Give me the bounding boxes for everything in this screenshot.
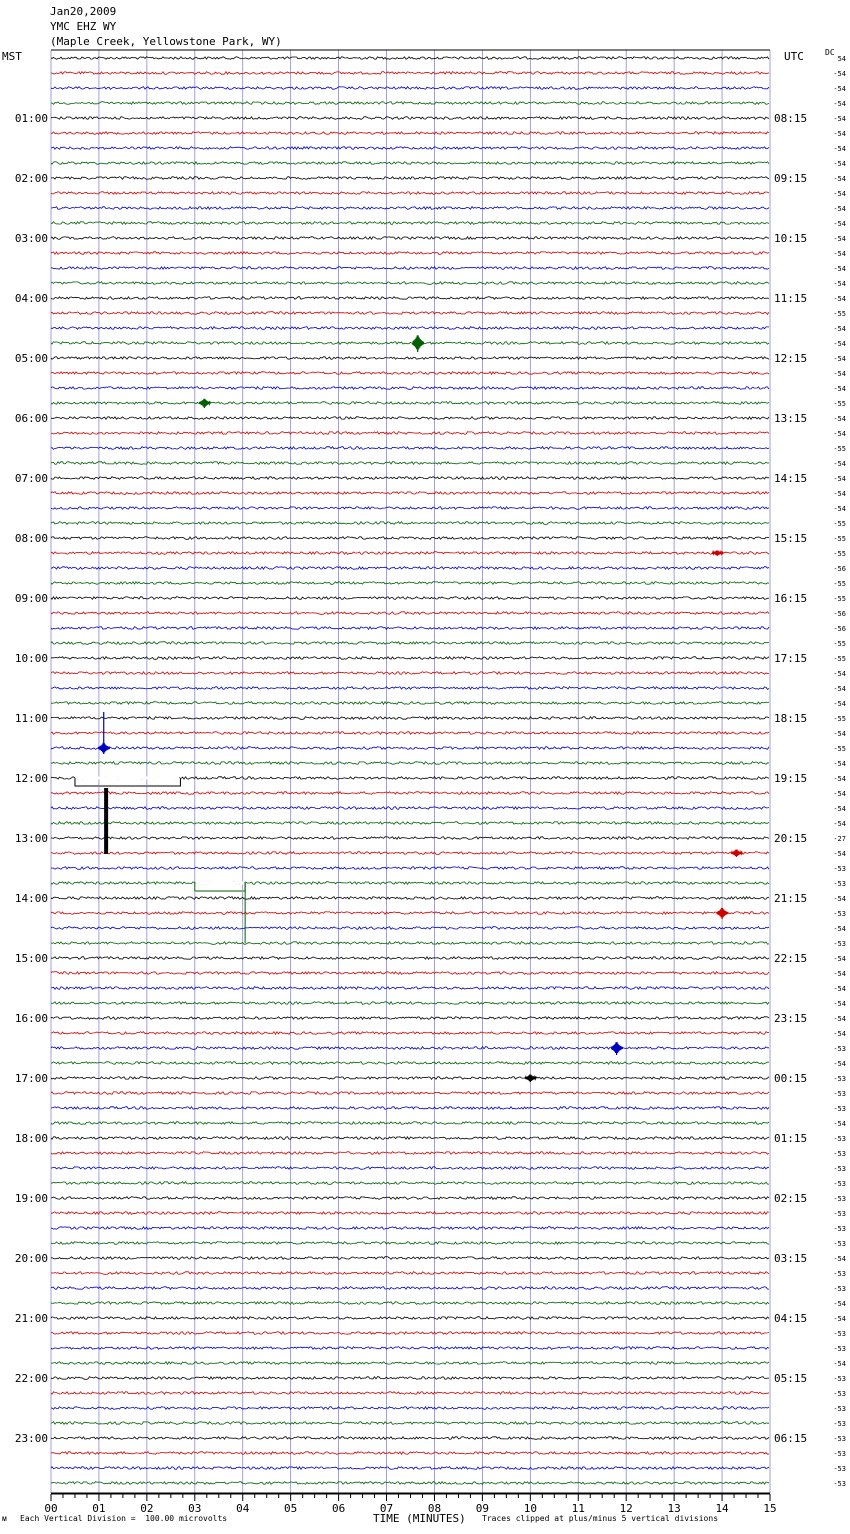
trace-line: [51, 297, 769, 300]
event-burst: [99, 743, 110, 754]
trace-line: [51, 537, 769, 540]
trace-clip-bar: [104, 788, 108, 854]
utc-hour-label: 11:15: [774, 292, 808, 305]
trace-line: [51, 1152, 769, 1155]
dc-offset-label: -53: [833, 1420, 846, 1428]
dc-offset-label: -54: [833, 340, 846, 348]
trace-line: [51, 1287, 769, 1290]
dc-offset-label: -53: [833, 1210, 846, 1218]
trace-line: [51, 237, 769, 240]
trace-line: [51, 597, 769, 600]
mst-hour-label: 17:00: [14, 1072, 48, 1085]
dc-offset-label: -54: [833, 1360, 846, 1368]
trace-line: [51, 747, 769, 750]
left-axis-label: MST: [2, 50, 22, 63]
dc-offset-label: -54: [833, 1255, 846, 1263]
dc-offset-label: -54: [833, 955, 846, 963]
dc-offset-label: -54: [833, 460, 846, 468]
trace-line: [51, 867, 769, 870]
dc-offset-label: -53: [833, 1270, 846, 1278]
trace-line: [51, 312, 769, 315]
trace-line: [51, 1062, 769, 1065]
trace-line: [51, 882, 769, 885]
dc-offset-label: -53: [833, 1090, 846, 1098]
x-tick-label: 11: [571, 1502, 585, 1515]
trace-line: [51, 807, 769, 810]
utc-hour-label: 06:15: [774, 1432, 808, 1445]
trace-line: [51, 717, 769, 720]
x-tick-label: 15: [763, 1502, 777, 1515]
dc-offset-label: -55: [833, 580, 846, 588]
trace-line: [51, 1467, 769, 1470]
dc-offset-label: -53: [833, 1165, 846, 1173]
trace-line: [51, 1347, 769, 1350]
trace-line: [51, 912, 769, 915]
mst-hour-label: 03:00: [14, 232, 48, 245]
dc-offset-label: -54: [833, 295, 846, 303]
mst-hour-label: 04:00: [14, 292, 48, 305]
footer-scale: Each Vertical Division = 100.00 microvolts: [20, 1514, 228, 1523]
trace-line: [51, 252, 769, 255]
dc-offset-label: -54: [833, 385, 846, 393]
footer-mark: ᴍ: [2, 1514, 7, 1523]
trace-line: [51, 1212, 769, 1215]
dc-offset-label: -53: [833, 1195, 846, 1203]
trace-line: [51, 1332, 769, 1335]
dc-offset-label: -54: [833, 145, 846, 153]
mst-hour-label: 09:00: [14, 592, 48, 605]
dc-offset-label: -55: [833, 400, 846, 408]
dc-offset-label: -54: [833, 70, 846, 78]
dc-offset-label: -54: [833, 1315, 846, 1323]
trace-line: [51, 117, 769, 120]
dc-offset-label: -53: [833, 880, 846, 888]
trace-line: [51, 162, 769, 165]
footer-clip: Traces clipped at plus/minus 5 vertical divisions: [482, 1514, 719, 1523]
dc-offset-label: -54: [833, 175, 846, 183]
utc-hour-label: 04:15: [774, 1312, 808, 1325]
utc-hour-label: 17:15: [774, 652, 808, 665]
dc-offset-label: -54: [833, 220, 846, 228]
dc-offset-label: -54: [833, 1060, 846, 1068]
trace-line: [51, 1122, 769, 1125]
dc-offset-label: -54: [833, 850, 846, 858]
dc-offset-label: -54: [833, 280, 846, 288]
mst-hour-label: 12:00: [14, 772, 48, 785]
dc-offset-label: -53: [833, 1225, 846, 1233]
trace-line: [51, 1017, 769, 1020]
mst-hour-label: 10:00: [14, 652, 48, 665]
trace-line: [51, 357, 769, 360]
dc-offset-label: -54: [833, 895, 846, 903]
dc-offset-label: -54: [833, 685, 846, 693]
dc-offset-label: -54: [833, 205, 846, 213]
utc-hour-label: 16:15: [774, 592, 808, 605]
dc-offset-label: -54: [833, 970, 846, 978]
dc-offset-label: -54: [833, 190, 846, 198]
dc-offset-label: -54: [833, 475, 846, 483]
mst-hour-label: 02:00: [14, 172, 48, 185]
trace-line: [51, 552, 769, 555]
utc-hour-label: 05:15: [774, 1372, 808, 1385]
x-tick-label: 12: [619, 1502, 633, 1515]
trace-line: [51, 492, 769, 495]
trace-line: [51, 222, 769, 225]
dc-offset-label: -54: [833, 430, 846, 438]
utc-hour-label: 23:15: [774, 1012, 808, 1025]
mst-hour-labels: [15, 112, 48, 1445]
dc-offset-label: -54: [833, 265, 846, 273]
trace-line: [51, 1377, 769, 1380]
utc-hour-label: 22:15: [774, 952, 808, 965]
trace-line: [51, 522, 769, 525]
mst-hour-label: 20:00: [14, 1252, 48, 1265]
trace-line: [51, 1137, 769, 1140]
dc-offset-label: -55: [833, 595, 846, 603]
mst-hour-label: 01:00: [14, 112, 48, 125]
trace-line: [51, 582, 769, 585]
dc-offset-label: -56: [833, 565, 846, 573]
dc-offset-label: -55: [833, 640, 846, 648]
trace-line: [51, 372, 769, 375]
dc-offset-label: -55: [833, 655, 846, 663]
x-tick-label: 09: [475, 1502, 490, 1515]
utc-hour-label: 12:15: [774, 352, 808, 365]
trace-line: [51, 477, 769, 480]
trace-line: [51, 1242, 769, 1245]
trace-line: [51, 1407, 769, 1410]
utc-hour-label: 13:15: [774, 412, 808, 425]
x-tick-label: 00: [44, 1502, 58, 1515]
x-tick-label: 10: [523, 1502, 537, 1515]
trace-line: [51, 972, 769, 975]
utc-hour-label: 21:15: [774, 892, 808, 905]
trace-line: [51, 1047, 769, 1050]
trace-line: [51, 132, 769, 135]
trace-line: [51, 942, 769, 945]
dc-offset-label: -53: [833, 1045, 846, 1053]
dc-offset-label: -56: [833, 625, 846, 633]
dc-offset-label: 54: [837, 55, 846, 63]
trace-line: [51, 732, 769, 735]
dc-offset-label: -54: [833, 760, 846, 768]
x-tick-label: 01: [92, 1502, 106, 1515]
dc-offset-label: -54: [833, 805, 846, 813]
dc-offset-label: -53: [833, 1330, 846, 1338]
mst-hour-label: 11:00: [14, 712, 48, 725]
dc-offset-label: -54: [833, 130, 846, 138]
trace-line: [51, 672, 769, 675]
trace-line: [51, 192, 769, 195]
utc-hour-label: 01:15: [774, 1132, 808, 1145]
header-date: Jan20,2009: [50, 5, 117, 18]
trace-line: [51, 177, 769, 180]
trace-line: [51, 1002, 769, 1005]
dc-offset-label: -55: [833, 520, 846, 528]
trace-line: [51, 1077, 769, 1080]
mst-hour-label: 23:00: [14, 1432, 48, 1445]
x-tick-label: 04: [236, 1502, 250, 1515]
dc-offset-label: -56: [833, 610, 846, 618]
trace-line: [51, 1317, 769, 1320]
dc-offset-label: -53: [833, 865, 846, 873]
trace-line: [51, 1482, 769, 1485]
dc-offset-label: -54: [833, 985, 846, 993]
dc-offset-label: -54: [833, 490, 846, 498]
trace-line: [51, 417, 769, 420]
trace-line: [51, 1392, 769, 1395]
x-tick-label: 07: [379, 1502, 394, 1515]
x-tick-label: 08: [427, 1502, 442, 1515]
trace-line: [51, 207, 769, 210]
trace-line: [51, 1437, 769, 1440]
x-tick-label: 13: [667, 1502, 681, 1515]
dc-offset-label: -54: [833, 355, 846, 363]
dc-offset-label: -54: [833, 415, 846, 423]
mst-hour-label: 15:00: [14, 952, 48, 965]
dc-offset-label: -54: [833, 505, 846, 513]
trace-line: [51, 627, 769, 630]
dc-offset-label: -53: [833, 940, 846, 948]
dc-offset-label: -55: [833, 535, 846, 543]
dc-offset-label: -27: [833, 835, 846, 843]
event-burst: [525, 1075, 536, 1082]
dc-offset-label: -53: [833, 1450, 846, 1458]
utc-hour-label: 18:15: [774, 712, 808, 725]
x-tick-label: 05: [284, 1502, 298, 1515]
dc-offset-label: -53: [833, 1390, 846, 1398]
dc-offset-label: -53: [833, 910, 846, 918]
dc-offset-label: -54: [833, 1000, 846, 1008]
dc-offset-label: -54: [833, 820, 846, 828]
trace-line: [51, 462, 769, 465]
dc-offset-label: -53: [833, 1180, 846, 1188]
dc-offset-label: -54: [833, 115, 846, 123]
mst-hour-label: 06:00: [14, 412, 48, 425]
dc-offset-label: -54: [833, 790, 846, 798]
trace-line: [51, 342, 769, 345]
x-tick-label: 14: [715, 1502, 729, 1515]
mst-hour-label: 05:00: [14, 352, 48, 365]
dc-offset-label: -55: [833, 550, 846, 558]
dc-offset-label: -54: [833, 100, 846, 108]
utc-hour-label: 03:15: [774, 1252, 808, 1265]
mst-hour-label: 18:00: [14, 1132, 48, 1145]
trace-line: [51, 1227, 769, 1230]
trace-line: [51, 1257, 769, 1260]
dc-offset-label: -53: [833, 1150, 846, 1158]
mst-hour-label: 21:00: [14, 1312, 48, 1325]
trace-line: [51, 852, 769, 855]
trace-line: [51, 147, 769, 150]
dc-offset-label: -54: [833, 730, 846, 738]
mst-hour-label: 08:00: [14, 532, 48, 545]
seismic-traces: [51, 57, 769, 1485]
dc-label: DC: [825, 48, 835, 57]
trace-line: [51, 702, 769, 705]
trace-line: [51, 387, 769, 390]
trace-line: [51, 837, 769, 840]
dc-offset-label: -53: [833, 1465, 846, 1473]
trace-line: [51, 927, 769, 930]
trace-line: [51, 447, 769, 450]
time-gridlines: [51, 50, 770, 1493]
event-burst: [413, 335, 424, 352]
trace-line: [51, 897, 769, 900]
dc-offset-label: -53: [833, 1435, 846, 1443]
dc-offset-label: -54: [833, 670, 846, 678]
utc-hour-label: 08:15: [774, 112, 808, 125]
dc-offset-label: -53: [833, 1135, 846, 1143]
utc-hour-label: 00:15: [774, 1072, 808, 1085]
mst-hour-label: 14:00: [14, 892, 48, 905]
utc-hour-label: 19:15: [774, 772, 808, 785]
trace-line: [51, 1107, 769, 1110]
dc-offset-label: -54: [833, 1120, 846, 1128]
trace-line: [51, 1197, 769, 1200]
dc-offset-label: -55: [833, 445, 846, 453]
trace-line: [51, 57, 769, 60]
trace-line: [51, 432, 769, 435]
event-burst: [712, 551, 723, 557]
trace-line: [51, 1362, 769, 1365]
trace-line: [51, 72, 769, 75]
dc-offset-label: -53: [833, 1375, 846, 1383]
trace-line: [51, 792, 769, 795]
dc-offset-label: -54: [833, 325, 846, 333]
utc-hour-labels: [774, 112, 807, 1445]
trace-line: [51, 402, 769, 405]
utc-hour-label: 02:15: [774, 1192, 808, 1205]
trace-line: [51, 762, 769, 765]
dc-offset-label: -53: [833, 1345, 846, 1353]
trace-line: [51, 327, 769, 330]
trace-line: [51, 822, 769, 825]
event-burst: [612, 1042, 623, 1055]
trace-line: [51, 87, 769, 90]
trace-line: [51, 612, 769, 615]
x-axis-title: TIME (MINUTES): [373, 1512, 466, 1525]
dc-offset-label: -53: [833, 1285, 846, 1293]
dc-offset-label: -54: [833, 160, 846, 168]
trace-line: [51, 507, 769, 510]
dc-offset-label: -55: [833, 310, 846, 318]
mst-hour-label: 13:00: [14, 832, 48, 845]
dc-offset-label: -53: [833, 1075, 846, 1083]
dc-offset-label: -53: [833, 1105, 846, 1113]
right-axis-label: UTC: [784, 50, 804, 63]
trace-line: [51, 282, 769, 285]
x-tick-label: 03: [188, 1502, 202, 1515]
utc-hour-label: 15:15: [774, 532, 808, 545]
trace-line: [51, 1302, 769, 1305]
header-location: (Maple Creek, Yellowstone Park, WY): [50, 35, 282, 48]
utc-hour-label: 09:15: [774, 172, 808, 185]
trace-line: [51, 957, 769, 960]
dc-offset-label: -54: [833, 250, 846, 258]
dc-offset-label: -54: [833, 370, 846, 378]
utc-hour-label: 14:15: [774, 472, 808, 485]
dc-offset-label: -54: [833, 1300, 846, 1308]
mst-hour-label: 07:00: [14, 472, 48, 485]
trace-line: [51, 1092, 769, 1095]
mst-hour-label: 22:00: [14, 1372, 48, 1385]
dc-offset-label: -54: [833, 925, 846, 933]
trace-line: [51, 1032, 769, 1035]
x-tick-label: 06: [331, 1502, 346, 1515]
dc-offset-label: -54: [833, 1030, 846, 1038]
dc-offset-label: -54: [833, 775, 846, 783]
trace-line: [51, 987, 769, 990]
trace-line: [51, 567, 769, 570]
dc-offset-label: -53: [833, 1405, 846, 1413]
dc-offset-label: -55: [833, 745, 846, 753]
trace-line: [51, 657, 769, 660]
event-burst: [731, 850, 742, 857]
trace-line: [51, 1452, 769, 1455]
trace-line: [51, 642, 769, 645]
utc-hour-label: 10:15: [774, 232, 808, 245]
dc-offset-label: -53: [833, 1240, 846, 1248]
event-burst: [199, 399, 210, 408]
trace-line: [51, 687, 769, 690]
trace-line: [51, 1422, 769, 1425]
trace-line: [51, 102, 769, 105]
dc-offset-label: -54: [833, 1015, 846, 1023]
trace-line: [51, 1272, 769, 1275]
dc-offset-label: -54: [833, 700, 846, 708]
mst-hour-label: 16:00: [14, 1012, 48, 1025]
dc-offset-label: -54: [833, 85, 846, 93]
mst-hour-label: 19:00: [14, 1192, 48, 1205]
trace-line: [51, 1182, 769, 1185]
dc-offset-label: -55: [833, 715, 846, 723]
event-burst: [717, 908, 728, 919]
dc-offset-label: -53: [833, 1480, 846, 1488]
dc-offset-label: -54: [833, 235, 846, 243]
trace-line: [51, 1167, 769, 1170]
dc-offset-labels: [833, 55, 846, 1488]
x-tick-label: 02: [140, 1502, 154, 1515]
header-station: YMC EHZ WY: [50, 20, 117, 33]
utc-hour-label: 20:15: [774, 832, 808, 845]
trace-line: [51, 267, 769, 270]
